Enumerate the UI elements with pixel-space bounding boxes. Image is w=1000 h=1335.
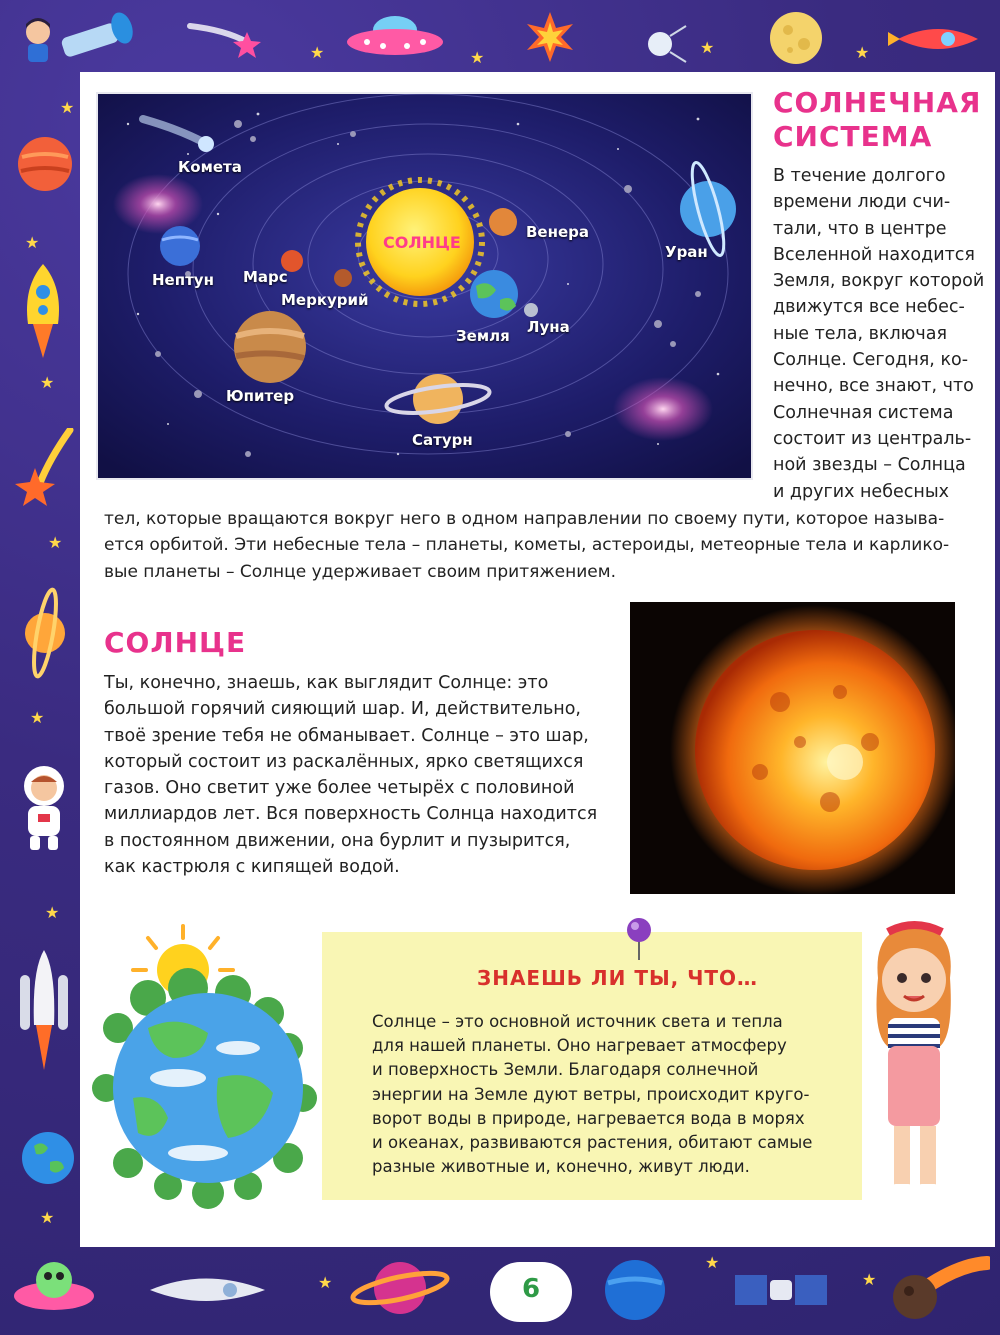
boy-telescope-icon [12, 10, 142, 70]
star-icon: ★ [470, 48, 485, 67]
title-line: СОЛНЕЧНАЯ [773, 86, 982, 119]
alien-ufo-icon [12, 1250, 97, 1320]
comet-icon [185, 8, 265, 63]
text-line: ные тела, включая [773, 323, 947, 344]
text-line: В течение долгого [773, 166, 946, 186]
text-line: нечно, все знают, что [773, 376, 974, 397]
star-icon: ★ [855, 43, 870, 62]
solar-system-wide-text [104, 506, 949, 585]
star-icon: ★ [30, 708, 45, 727]
note-title: ЗНАЕШЬ ЛИ ТЫ, ЧТО… [477, 966, 759, 990]
label-earth: Земля [456, 327, 510, 345]
label-comet: Комета [178, 158, 242, 176]
sun-photo [630, 602, 955, 894]
solar-system-column-text [773, 163, 984, 505]
astronaut-icon [18, 762, 70, 854]
text-line: Земля, вокруг которой [773, 271, 985, 292]
star-icon: ★ [700, 38, 715, 57]
rocket-icon [888, 14, 988, 64]
text-line: который состоит из раскалённых, ярко светящихся [104, 751, 584, 772]
ringed-planet-icon [350, 1250, 450, 1325]
star-icon: ★ [862, 1270, 877, 1289]
girl-character-icon [858, 918, 970, 1218]
text-line: и других небесных [773, 481, 949, 502]
text-line: Вселенной находится [773, 244, 975, 265]
ufo-icon [345, 10, 445, 65]
text-line: вые планеты – Солнце удерживает своим притяжением. [104, 561, 616, 582]
text-line: Солнце – это основной источник света и тепла [372, 1012, 783, 1031]
text-line: ется орбитой. Эти небесные тела – планеты, кометы, астероиды, метеорные тела и карлико- [104, 535, 950, 556]
label-mars: Марс [243, 268, 288, 286]
text-line: Ты, конечно, знаешь, как выглядит Солнце: это [104, 673, 549, 693]
text-line: разные животные и, конечно, живут люди. [372, 1157, 750, 1177]
push-pin-icon [622, 916, 656, 962]
text-line: как кастрюля с кипящей водой. [104, 857, 400, 878]
sun-text [104, 670, 597, 880]
star-icon: ★ [310, 43, 325, 62]
text-line: энергии на Земле дуют ветры, происходит круго- [372, 1084, 810, 1104]
mars-planet-icon [16, 135, 74, 193]
earth-with-trees-icon [88, 918, 328, 1218]
space-station-icon [730, 1255, 830, 1325]
text-line: большой горячий сияющий шар. И, действительно, [104, 699, 581, 720]
text-line: в постоянном движении, она бурлит и пузырится, [104, 830, 571, 851]
text-line: движутся все небес- [773, 297, 965, 318]
text-line: для нашей планеты. Оно нагревает атмосферу [372, 1036, 787, 1056]
text-line: времени люди счи- [773, 192, 951, 213]
rocket-yellow-icon [18, 262, 68, 360]
text-line: ной звезды – Солнца [773, 455, 966, 476]
text-line: тали, что в центре [773, 218, 947, 239]
star-icon: ★ [48, 533, 63, 552]
section-title-sun: СОЛНЦЕ [104, 626, 247, 659]
title-line: СИСТЕМА [773, 120, 933, 153]
label-venus: Венера [526, 223, 590, 241]
star-icon: ★ [60, 98, 75, 117]
label-uranus: Уран [665, 243, 708, 261]
label-sun: СОЛНЦЕ [383, 233, 461, 252]
meteor-icon [885, 1255, 990, 1325]
satellite-icon [640, 22, 690, 67]
moon-icon [768, 10, 824, 66]
text-line: твоё зрение тебя не обманывает. Солнце – это шар, [104, 725, 589, 746]
star-icon: ★ [25, 233, 40, 252]
falling-star-icon [15, 428, 75, 508]
text-line: тел, которые вращаются вокруг него в одном направлении по своему пути, которое называ- [104, 509, 945, 529]
label-mercury: Меркурий [281, 291, 369, 309]
label-moon: Луна [527, 318, 570, 336]
star-icon: ★ [705, 1253, 720, 1272]
text-line: и поверхность Земли. Благодаря солнечной [372, 1060, 759, 1080]
label-neptune: Нептун [152, 271, 214, 289]
text-line: миллиардов лет. Вся поверхность Солнца находится [104, 804, 598, 825]
text-line: газов. Оно светит уже более четырёх с половиной [104, 778, 575, 799]
space-shuttle-icon [14, 945, 74, 1075]
saturn-icon [15, 585, 75, 680]
solar-system-illustration [96, 92, 753, 480]
section-title-solar-system [773, 86, 981, 154]
label-jupiter: Юпитер [226, 387, 295, 405]
page-number: 6 [521, 1274, 541, 1304]
label-saturn: Сатурн [412, 431, 473, 449]
text-line: и океанах, развиваются растения, обитают самые [372, 1133, 813, 1153]
neptune-icon [600, 1255, 670, 1325]
star-icon: ★ [45, 903, 60, 922]
star-icon: ★ [40, 373, 55, 392]
text-line: ворот воды в природе, нагревается вода в морях [372, 1108, 805, 1128]
note-text [372, 1010, 812, 1179]
earth-planet-icon [20, 1130, 76, 1186]
star-icon: ★ [318, 1273, 333, 1292]
text-line: Солнце. Сегодня, ко- [773, 350, 969, 371]
spaceship-icon [145, 1262, 270, 1317]
explosion-icon [525, 12, 575, 62]
text-line: состоит из централь- [773, 428, 972, 449]
star-icon: ★ [40, 1208, 55, 1227]
text-line: Солнечная система [773, 402, 954, 423]
